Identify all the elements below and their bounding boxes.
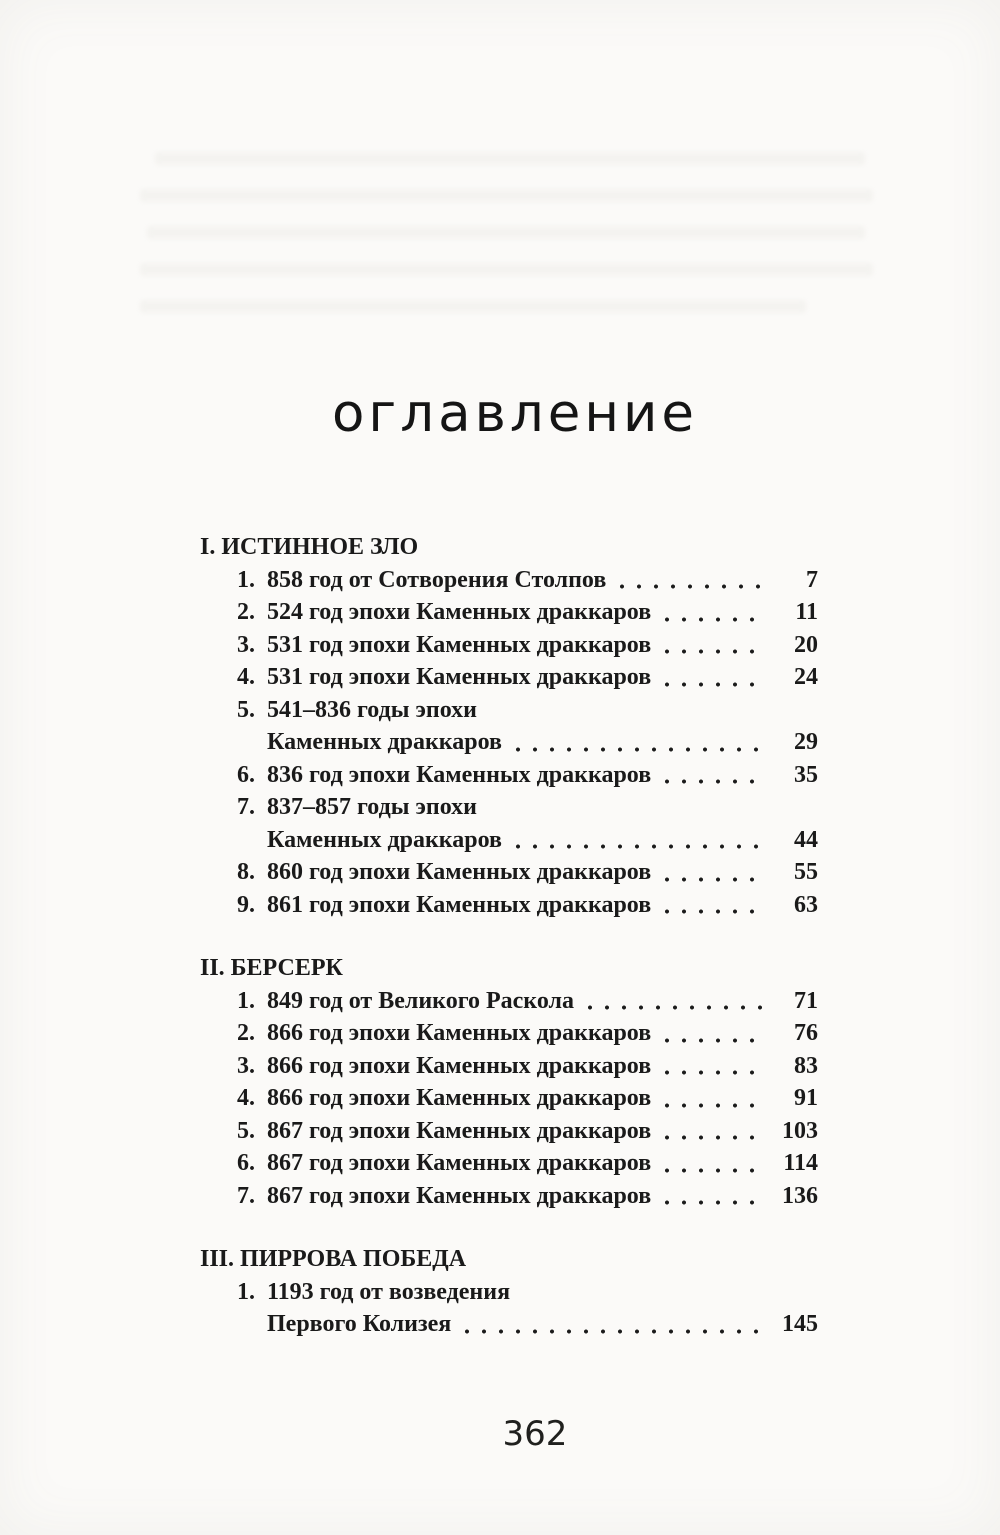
toc-item bbox=[200, 889, 818, 922]
toc-item-text: 849 год от Великого Раскола bbox=[267, 987, 574, 1014]
toc-item-text: 866 год эпохи Каменных драккаров bbox=[267, 1052, 652, 1079]
toc-item-page: 24 bbox=[794, 664, 818, 690]
toc-item-text: 867 год эпохи Каменных драккаров bbox=[267, 1182, 652, 1209]
page-title: оглавление bbox=[331, 383, 699, 444]
toc-item bbox=[200, 1050, 818, 1083]
dot-leader bbox=[665, 681, 762, 688]
dot-leader bbox=[516, 746, 762, 753]
toc-item-number: 6. bbox=[237, 1150, 255, 1176]
toc-section bbox=[200, 1243, 818, 1341]
toc-item-number: 1. bbox=[237, 987, 255, 1014]
toc-item-text: 541–836 годы эпохи bbox=[267, 696, 477, 723]
toc-item-page: 71 bbox=[794, 987, 818, 1014]
toc-item-page: 76 bbox=[794, 1020, 818, 1046]
dot-leader bbox=[665, 876, 762, 883]
toc-item-number: 6. bbox=[237, 761, 255, 788]
toc-item-body bbox=[267, 1147, 818, 1180]
toc-item-body bbox=[267, 1180, 818, 1213]
toc-item-line bbox=[267, 1180, 818, 1213]
page-showthrough-ghost-text bbox=[140, 152, 880, 352]
toc-section-label: III. ПИРРОВА ПОБЕДА bbox=[200, 1246, 467, 1272]
toc-item-page: 136 bbox=[782, 1182, 818, 1209]
dot-leader bbox=[665, 1134, 762, 1141]
toc-item-line bbox=[267, 726, 818, 759]
toc-item-line bbox=[267, 1308, 818, 1341]
toc-item-body bbox=[267, 1082, 818, 1115]
dot-leader bbox=[665, 908, 762, 915]
toc-item-number: 5. bbox=[237, 696, 255, 723]
toc-item-line bbox=[267, 985, 818, 1018]
toc-item-body bbox=[267, 985, 818, 1018]
toc-item-page: 44 bbox=[794, 826, 818, 853]
toc-item-text: 531 год эпохи Каменных драккаров bbox=[267, 631, 652, 658]
dot-leader bbox=[465, 1328, 762, 1335]
toc-item-text: 858 год от Сотворения Столпов bbox=[267, 566, 607, 593]
toc-item-text: 860 год эпохи Каменных драккаров bbox=[267, 859, 652, 885]
toc-item-number: 5. bbox=[237, 1117, 255, 1144]
table-of-contents bbox=[200, 531, 818, 1341]
toc-item-text: 1193 год от возведения bbox=[267, 1278, 511, 1305]
toc-item-line bbox=[267, 661, 818, 694]
toc-section-label: II. БЕРСЕРК bbox=[200, 955, 343, 981]
toc-item-text: 867 год эпохи Каменных драккаров bbox=[267, 1150, 652, 1176]
dot-leader bbox=[665, 778, 762, 785]
toc-item-body bbox=[267, 629, 818, 662]
toc-item-line bbox=[267, 596, 818, 629]
toc-item-line bbox=[267, 629, 818, 662]
toc-item bbox=[200, 1082, 818, 1115]
toc-item-number: 4. bbox=[237, 664, 255, 690]
toc-item-body bbox=[267, 1115, 818, 1148]
toc-item bbox=[200, 629, 818, 662]
toc-item-body bbox=[267, 1017, 818, 1050]
toc-item bbox=[200, 1276, 818, 1341]
toc-item-text: 524 год эпохи Каменных драккаров bbox=[267, 599, 652, 625]
toc-item-line bbox=[267, 1017, 818, 1050]
toc-item-line bbox=[267, 824, 818, 857]
toc-item-number: 3. bbox=[237, 1052, 255, 1079]
toc-item bbox=[200, 985, 818, 1018]
dot-leader bbox=[516, 843, 762, 850]
toc-item-number: 2. bbox=[237, 1020, 255, 1046]
toc-item bbox=[200, 1017, 818, 1050]
toc-item bbox=[200, 661, 818, 694]
toc-item-line bbox=[267, 1115, 818, 1148]
toc-item-number: 2. bbox=[237, 599, 255, 625]
toc-item-page: 103 bbox=[782, 1117, 818, 1144]
toc-item-line bbox=[267, 791, 818, 824]
toc-item-page: 114 bbox=[783, 1150, 818, 1176]
toc-item bbox=[200, 1147, 818, 1180]
toc-item-body bbox=[267, 889, 818, 922]
toc-item bbox=[200, 694, 818, 759]
ghost-text-line bbox=[155, 152, 865, 165]
dot-leader bbox=[665, 1102, 762, 1109]
toc-item-body bbox=[267, 1276, 818, 1341]
toc-item-text: Каменных драккаров bbox=[267, 826, 502, 853]
toc-item-line bbox=[267, 1082, 818, 1115]
toc-item-page: 35 bbox=[794, 761, 818, 788]
toc-item-page: 7 bbox=[806, 566, 818, 593]
toc-item-body bbox=[267, 791, 818, 856]
ghost-text-line bbox=[140, 263, 873, 276]
toc-section bbox=[200, 952, 818, 1212]
toc-item-line bbox=[267, 856, 818, 889]
toc-item-text: 866 год эпохи Каменных драккаров bbox=[267, 1085, 652, 1111]
toc-item-line bbox=[267, 759, 818, 792]
toc-section bbox=[200, 531, 818, 921]
dot-leader bbox=[665, 1069, 762, 1076]
toc-item-number: 1. bbox=[237, 566, 255, 593]
page-number: 362 bbox=[502, 1414, 568, 1454]
toc-item-number: 7. bbox=[237, 1182, 255, 1209]
toc-item bbox=[200, 759, 818, 792]
toc-item-text: 867 год эпохи Каменных драккаров bbox=[267, 1117, 652, 1144]
toc-item-text: 837–857 годы эпохи bbox=[267, 794, 477, 820]
toc-item-page: 55 bbox=[794, 859, 818, 885]
toc-item-page: 145 bbox=[782, 1311, 818, 1337]
dot-leader bbox=[665, 616, 762, 623]
toc-item-text: Первого Колизея bbox=[267, 1311, 452, 1337]
toc-item bbox=[200, 791, 818, 856]
toc-item-line bbox=[267, 1050, 818, 1083]
toc-item bbox=[200, 564, 818, 597]
toc-item-number: 4. bbox=[237, 1085, 255, 1111]
toc-item-page: 63 bbox=[794, 891, 818, 918]
toc-item-body bbox=[267, 596, 818, 629]
dot-leader bbox=[665, 1167, 762, 1174]
toc-item-body bbox=[267, 856, 818, 889]
ghost-text-line bbox=[140, 189, 873, 202]
dot-leader bbox=[665, 648, 762, 655]
dot-leader bbox=[665, 1037, 762, 1044]
toc-item-text: 866 год эпохи Каменных драккаров bbox=[267, 1020, 652, 1046]
toc-section-label: I. ИСТИННОЕ ЗЛО bbox=[200, 534, 419, 560]
toc-item-line bbox=[267, 564, 818, 597]
toc-item-body bbox=[267, 661, 818, 694]
toc-item-text: 861 год эпохи Каменных драккаров bbox=[267, 891, 652, 918]
toc-item-line bbox=[267, 694, 818, 727]
toc-item bbox=[200, 856, 818, 889]
toc-item-number: 7. bbox=[237, 794, 255, 820]
toc-item-body bbox=[267, 1050, 818, 1083]
toc-item-body bbox=[267, 759, 818, 792]
toc-item-number: 3. bbox=[237, 631, 255, 658]
dot-leader bbox=[665, 1199, 762, 1206]
toc-item-page: 91 bbox=[794, 1085, 818, 1111]
toc-item-page: 29 bbox=[794, 729, 818, 755]
toc-item-line bbox=[267, 1276, 818, 1309]
toc-item-number: 1. bbox=[237, 1278, 255, 1305]
toc-item-line bbox=[267, 889, 818, 922]
toc-item-number: 8. bbox=[237, 859, 255, 885]
toc-item bbox=[200, 1115, 818, 1148]
toc-item bbox=[200, 596, 818, 629]
toc-item-body bbox=[267, 694, 818, 759]
toc-item-page: 83 bbox=[794, 1052, 818, 1079]
toc-item-number: 9. bbox=[237, 891, 255, 918]
dot-leader bbox=[620, 583, 762, 590]
toc-item-line bbox=[267, 1147, 818, 1180]
toc-item-text: 531 год эпохи Каменных драккаров bbox=[267, 664, 652, 690]
ghost-text-line bbox=[140, 300, 806, 313]
toc-item-page: 11 bbox=[795, 599, 818, 625]
toc-item-text: 836 год эпохи Каменных драккаров bbox=[267, 761, 652, 788]
dot-leader bbox=[588, 1004, 762, 1011]
ghost-text-line bbox=[147, 226, 865, 239]
toc-item-text: Каменных драккаров bbox=[267, 729, 502, 755]
toc-item-body bbox=[267, 564, 818, 597]
toc-item bbox=[200, 1180, 818, 1213]
toc-item-page: 20 bbox=[794, 631, 818, 658]
